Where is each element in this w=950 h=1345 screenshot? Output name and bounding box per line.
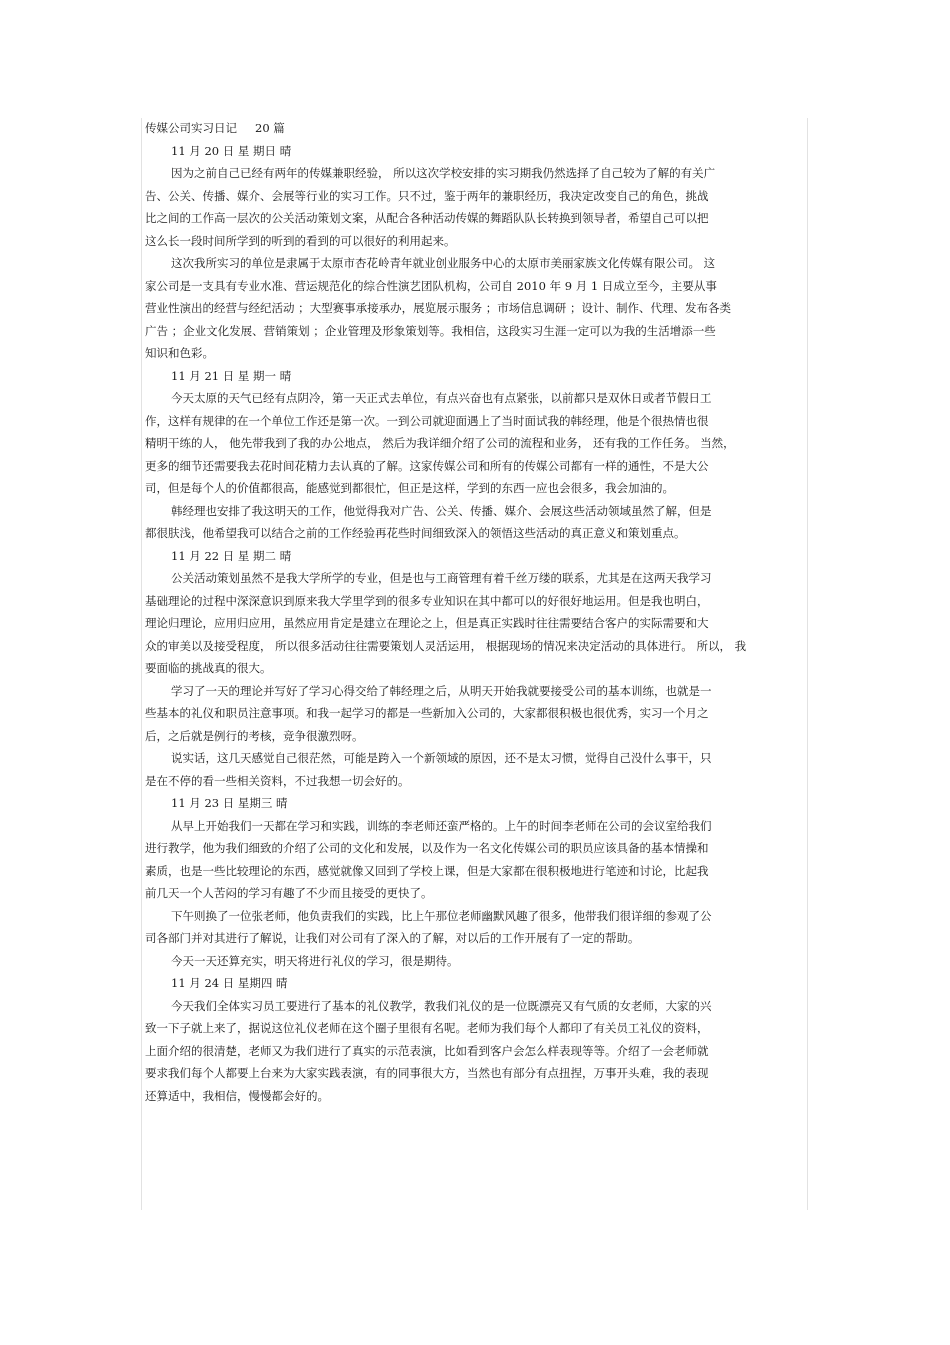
diary-date-heading: 11 月 23 日 星期三 晴 <box>171 796 288 810</box>
paragraph-line: 精明干练的人， 他先带我到了我的办公地点， 然后为我详细介绍了公司的流程和业务， 还有我的工作任务。 当然， <box>145 436 735 450</box>
paragraph-line: 从早上开始我们一天都在学习和实践，训练的李老师还蛮严格的。上午的时间李老师在公司的会议室给我们 <box>171 818 712 833</box>
paragraph-line: 素质，也是一些比较理论的东西，感觉就像又回到了学校上课，但是大家都在很积极地进行笔迹和讨论，比起我 <box>145 863 709 878</box>
paragraph-line: 韩经理也安排了我这明天的工作，他觉得我对广告、公关、传播、媒介、会展这些活动领域虽然了解，但是 <box>171 503 712 518</box>
paragraph-line: 作，这样有规律的在一个单位工作还是第一次。一到公司就迎面遇上了当时面试我的韩经理，他是个很热情也很 <box>145 413 709 428</box>
paragraph-line: 要面临的挑战真的很大。 <box>145 661 272 675</box>
paragraph-line: 是在不停的看一些相关资料，不过我想一切会好的。 <box>145 773 410 788</box>
paragraph-line: 因为之前自己已经有两年的传媒兼职经验， 所以这次学校安排的实习期我仍然选择了自己较为了解的有关广 <box>171 166 716 180</box>
paragraph-line: 上面介绍的很清楚，老师又为我们进行了真实的示范表演，比如看到客户会怎么样表现等等。介绍了一会老师就 <box>145 1043 709 1058</box>
paragraph-line: 基础理论的过程中深深意识到原来我大学里学到的很多专业知识在其中都可以的好很好地运用。但是我也明白， <box>145 593 709 608</box>
paragraph-line: 告、公关、传播、媒介、会展等行业的实习工作。只不过，鉴于两年的兼职经历，我决定改变自己的角色，挑战 <box>145 188 709 203</box>
paragraph-line: 下午则换了一位张老师，他负责我们的实践，比上午那位老师幽默风趣了很多，他带我们很详细的参观了公 <box>171 908 712 923</box>
diary-date-heading: 11 月 22 日 星 期二 晴 <box>171 548 292 563</box>
paragraph-line: 些基本的礼仪和职员注意事项。和我一起学习的都是一些新加入公司的，大家都很积极也很优秀，实习一个月之 <box>145 706 709 720</box>
diary-date-heading: 11 月 21 日 星 期一 晴 <box>171 368 292 383</box>
paragraph-line: 学习了一天的理论并写好了学习心得交给了韩经理之后，从明天开始我就要接受公司的基本训练，也就是一 <box>171 683 712 698</box>
paragraph-line: 比之间的工作高一层次的公关活动策划文案，从配合各种活动传媒的舞蹈队队长转换到领导者，希望自己可以把 <box>145 211 709 225</box>
paragraph-line: 知识和色彩。 <box>145 346 214 360</box>
body-lines <box>145 140 810 1108</box>
paragraph-line: 说实话，这几天感觉自己很茫然，可能是跨入一个新领域的原因，还不是太习惯，觉得自己没什么事干，只 <box>171 751 712 765</box>
paragraph-line: 司，但是每个人的价值都很高，能感觉到都很忙，但正是这样，学到的东西一应也会很多，我会加油的。 <box>145 481 674 495</box>
title-text: 传媒公司实习日记 <box>145 121 237 135</box>
title-count: 20 篇 <box>255 121 285 135</box>
diary-date-heading: 11 月 24 日 星期四 晴 <box>171 976 288 990</box>
diary-date-heading: 11 月 20 日 星 期日 晴 <box>171 143 292 158</box>
paragraph-line: 进行教学，他为我们细致的介绍了公司的文化和发展，以及作为一名文化传媒公司的职员应该具备的基本情操和 <box>145 841 709 855</box>
paragraph-line: 众的审美以及接受程度， 所以很多活动往往需要策划人灵活运用， 根据现场的情况来决定活动的具体进行。 所以， 我 <box>145 638 747 653</box>
document-title <box>145 117 810 140</box>
paragraph-line: 司各部门并对其进行了解说，让我们对公司有了深入的了解，对以后的工作开展有了一定的帮助。 <box>145 931 640 945</box>
paragraph-line: 今天一天还算充实，明天将进行礼仪的学习，很是期待。 <box>171 953 459 968</box>
paragraph-line: 后，之后就是例行的考核，竞争很激烈呀。 <box>145 728 364 743</box>
paragraph-line: 致一下子就上来了，据说这位礼仪老师在这个圈子里很有名呢。老师为我们每个人都印了有关员工礼仪的资料， <box>145 1021 709 1035</box>
paragraph-line: 公关活动策划虽然不是我大学所学的专业，但是也与工商管理有着千丝万缕的联系，尤其是在这两天我学习 <box>171 571 712 585</box>
document-body <box>145 117 810 1107</box>
paragraph-line: 更多的细节还需要我去花时间花精力去认真的了解。这家传媒公司和所有的传媒公司都有一样的通性，不是大公 <box>145 458 709 473</box>
paragraph-line: 都很肤浅，他希望我可以结合之前的工作经验再花些时间细致深入的领悟这些活动的真正意义和策划重点。 <box>145 526 686 540</box>
paragraph-line: 今天太原的天气已经有点阴冷，第一天正式去单位，有点兴奋也有点紧张，以前都只是双休日或者节假日工 <box>171 391 712 405</box>
paragraph-line: 家公司是一支具有专业水准、营运规范化的综合性演艺团队机构，公司自 2010 年 9 月 1 日成立至今，主要从事 <box>145 278 717 293</box>
paragraph-line: 理论归理论，应用归应用，虽然应用肯定是建立在理论之上，但是真正实践时往往需要结合客户的实际需要和大 <box>145 616 709 630</box>
paragraph-line: 要求我们每个人都要上台来为大家实践表演，有的同事很大方，当然也有部分有点扭捏，万事开头难，我的表现 <box>145 1066 709 1080</box>
paragraph-line: 前几天一个人苦闷的学习有趣了不少而且接受的更快了。 <box>145 886 433 900</box>
paragraph-line: 这么长一段时间所学到的听到的看到的可以很好的利用起来。 <box>145 233 456 248</box>
paragraph-line: 今天我们全体实习员工要进行了基本的礼仪教学，教我们礼仪的是一位既漂亮又有气质的女老师，大家的兴 <box>171 998 712 1013</box>
paragraph-line: 营业性演出的经营与经纪活动 ；大型赛事承接承办，展览展示服务 ；市场信息调研 ；设计、制作、代理、发布各类 <box>145 301 731 315</box>
paragraph-line: 还算适中，我相信，慢慢都会好的。 <box>145 1088 329 1103</box>
paragraph-line: 这次我所实习的单位是隶属于太原市杏花岭青年就业创业服务中心的太原市美丽家族文化传媒有限公司。 这 <box>171 256 716 270</box>
paragraph-line: 广告 ；企业文化发展、营销策划 ；企业管理及形象策划等。我相信，这段实习生涯一定可以为我的生活增添一些 <box>145 323 716 338</box>
